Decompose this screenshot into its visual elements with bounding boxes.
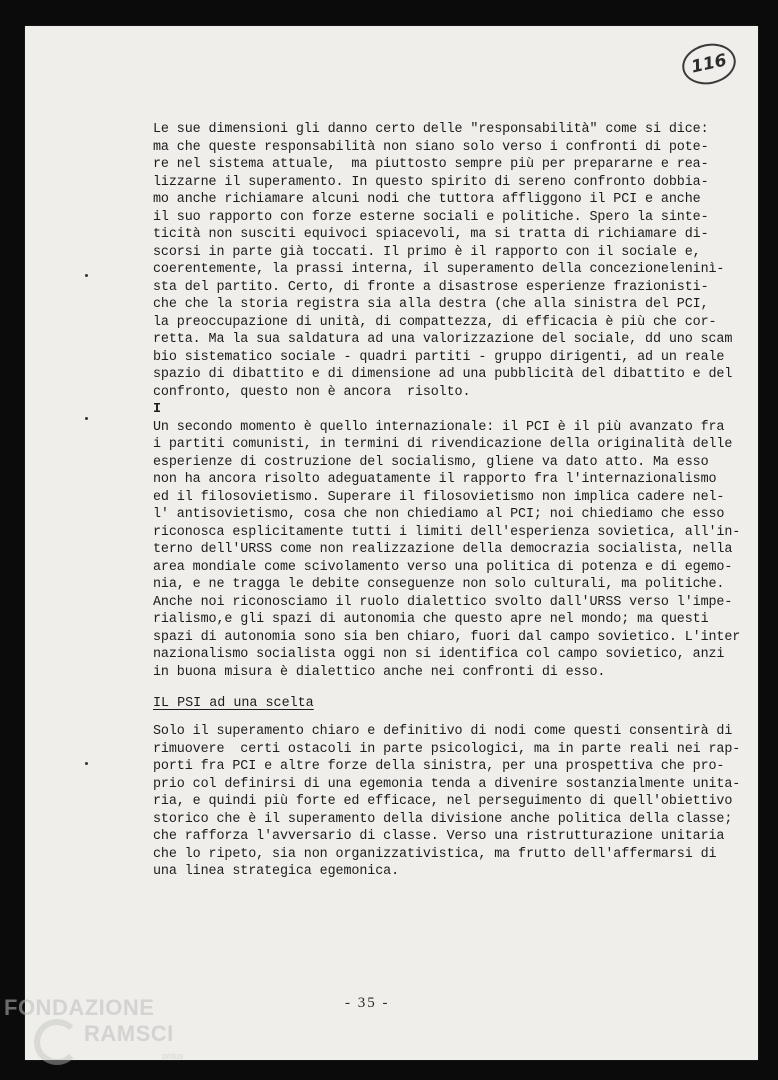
text-line: spazio di dibattito e di dimensione ad una pubblicità del dibattito e del bbox=[153, 367, 733, 382]
text-line: nia, e ne tragga le debite conseguenze non solo culturali, ma politiche. bbox=[153, 577, 725, 592]
text-line: prio col definirsi di una egemonia tenda a divenire sostanzialmente unita- bbox=[153, 776, 741, 792]
text-line: sta del partito. Certo, di fronte a disastrose esperienze frazionisti- bbox=[153, 279, 709, 295]
page-number: - 35 - bbox=[345, 995, 390, 1011]
watermark-line2: RAMSCI bbox=[84, 1021, 174, 1046]
paragraph-1 bbox=[153, 121, 741, 681]
text-line: rimuovere certi ostacoli in parte psicologici, ma in parte reali nei rap- bbox=[153, 741, 741, 757]
text-line: ticità non susciti equivoci spiacevoli, ma si tratta di richiamare di- bbox=[153, 227, 709, 242]
text-line: lizzarne il superamento. In questo spirito di sereno confronto dobbia- bbox=[153, 174, 709, 190]
text-line: confronto, questo non è ancora risolto. bbox=[153, 384, 471, 400]
text-line: riconosca esplicitamente tutti i limiti dell'esperienza sovietica, all'in- bbox=[153, 524, 741, 540]
text-line: non ha ancora risolto adeguatamente il rapporto fra l'internazionalismo bbox=[153, 472, 717, 487]
text-line: l' antisovietismo, cosa che non chiediamo al PCI; noi chiediamo che esso bbox=[153, 507, 725, 522]
text-line: porti fra PCI e altre forze della sinistra, per una prospettiva che pro- bbox=[153, 759, 725, 774]
text-line: ria, e quindi più forte ed efficace, nel perseguimento di quell'obiettivo bbox=[153, 794, 733, 809]
text-line: retta. Ma la sua saldatura ad una valorizzazione del sociale, dd uno scam bbox=[153, 332, 733, 347]
watermark-line1: FONDAZIONE bbox=[4, 995, 155, 1020]
text-line: il suo rapporto con forze esterne sociali e politiche. Spero la sinte- bbox=[153, 209, 709, 225]
text-line: spazi di autonomia sono sia ben chiaro, fuori dal campo sovietico. L'inter bbox=[153, 629, 741, 645]
text-line: che che la storia registra sia alla destra (che alla sinistra del PCI, bbox=[153, 297, 709, 312]
watermark-g-logo-icon bbox=[34, 1019, 80, 1065]
watermark-suffix: onlus bbox=[162, 1051, 184, 1061]
text-line: coerentemente, la prassi interna, il superamento della concezioneleninì- bbox=[153, 262, 725, 277]
margin-dot bbox=[85, 274, 88, 277]
margin-dot bbox=[85, 417, 88, 420]
page-stamp: 116 bbox=[678, 39, 739, 89]
text-line: che lo ripeto, sia non organizzativistica, ma frutto dell'affermarsi di bbox=[153, 846, 717, 862]
text-line: in buona misura è dialettico anche nei confronti di esso. bbox=[153, 664, 606, 680]
section-marker: I bbox=[153, 402, 161, 417]
text-line: re nel sistema attuale, ma piuttosto sempre più per prepararne e rea- bbox=[153, 157, 709, 172]
text-line: rialismo,e gli spazi di autonomia che questo apre nel mondo; ma questi bbox=[153, 612, 709, 627]
text-line: scorsi in parte già toccati. Il primo è il rapporto con il sociale e, bbox=[153, 244, 701, 260]
text-line: Anche noi riconosciamo il ruolo dialettico svolto dall'URSS verso l'impe- bbox=[153, 594, 733, 610]
text-line: ma che queste responsabilità non siano solo verso i confronti di pote- bbox=[153, 139, 709, 155]
text-line: mo anche richiamare alcuni nodi che tuttora affliggono il PCI e anche bbox=[153, 192, 701, 207]
text-line: bio sistematico sociale - quadri partiti - gruppo dirigenti, ad un reale bbox=[153, 349, 725, 365]
text-line: la preoccupazione di unità, di compattezza, di efficacia è più che cor- bbox=[153, 314, 717, 330]
text-line: una linea strategica egemonica. bbox=[153, 864, 400, 879]
text-line: ed il filosovietismo. Superare il filosovietismo non implica cadere nel- bbox=[153, 489, 725, 505]
text-line: esperienze di costruzione del socialismo, gliene va dato atto. Ma esso bbox=[153, 454, 709, 470]
paragraph-3 bbox=[153, 723, 741, 881]
text-line: Solo il superamento chiaro e definitivo di nodi come questi consentirà di bbox=[153, 724, 733, 739]
text-line: terno dell'URSS come non realizzazione della democrazia socialista, nella bbox=[153, 542, 733, 557]
text-line: Le sue dimensioni gli danno certo delle "responsabilità" come si dice: bbox=[153, 122, 709, 137]
text-line: area mondiale come scivolamento verso una politica di potenza e di egemo- bbox=[153, 559, 733, 575]
fondazione-gramsci-watermark bbox=[4, 995, 204, 1075]
text-line: storico che è il superamento della divisione anche politica della classe; bbox=[153, 811, 733, 827]
text-line: i partiti comunisti, in termini di rivendicazione della originalità delle bbox=[153, 437, 733, 452]
text-line: nazionalismo socialista oggi non si identifica col campo sovietico, anzi bbox=[153, 647, 725, 662]
text-line: che rafforza l'avversario di classe. Verso una ristrutturazione unitaria bbox=[153, 829, 725, 844]
text-line: Un secondo momento è quello internazionale: il PCI è il più avanzato fra bbox=[153, 419, 725, 435]
section-heading: IL PSI ad una scelta bbox=[153, 696, 314, 711]
margin-dot bbox=[85, 762, 88, 765]
